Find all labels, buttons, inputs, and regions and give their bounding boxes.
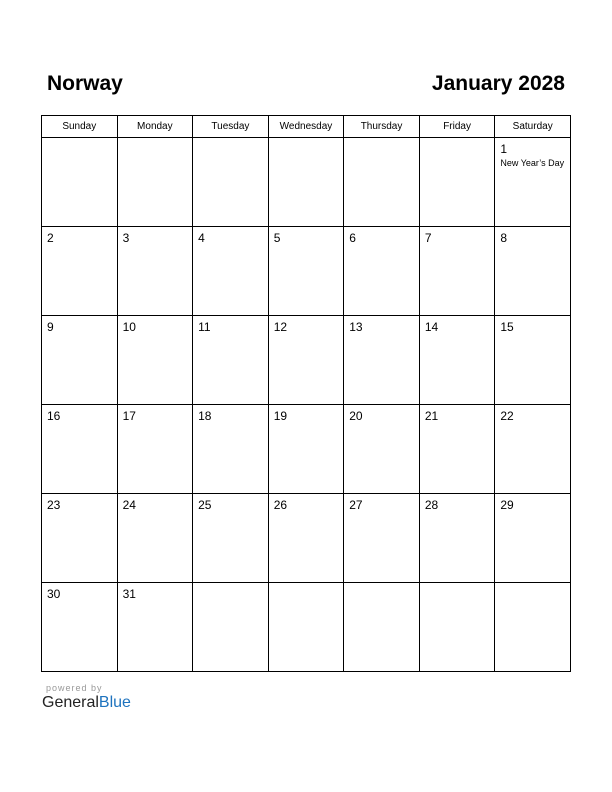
day-number: 5 bbox=[273, 231, 281, 245]
calendar-day-cell bbox=[42, 583, 118, 672]
calendar-day-cell bbox=[495, 227, 571, 316]
calendar-empty-cell bbox=[419, 138, 495, 227]
day-number: 11 bbox=[198, 320, 211, 334]
calendar-day-cell bbox=[419, 227, 495, 316]
day-number: 30 bbox=[47, 587, 61, 601]
day-number: 22 bbox=[500, 409, 514, 423]
day-number: 4 bbox=[198, 231, 205, 245]
calendar-day-cell bbox=[419, 494, 495, 583]
page-title-month: January 2028 bbox=[431, 72, 565, 95]
calendar-week-row bbox=[42, 405, 571, 494]
calendar-day-cell bbox=[268, 405, 344, 494]
calendar-day-cell bbox=[117, 405, 193, 494]
day-number: 26 bbox=[273, 498, 288, 512]
calendar-empty-cell bbox=[117, 138, 193, 227]
day-number: 24 bbox=[122, 498, 136, 512]
day-number: 21 bbox=[424, 409, 439, 423]
calendar-grid bbox=[41, 115, 571, 672]
calendar-day-cell bbox=[344, 316, 420, 405]
weekday-header: Tuesday bbox=[193, 116, 269, 138]
day-number: 12 bbox=[273, 320, 288, 334]
powered-by-label: powered by bbox=[46, 683, 103, 693]
day-number: 6 bbox=[349, 231, 356, 245]
calendar-day-cell bbox=[117, 316, 193, 405]
calendar-week-row bbox=[42, 494, 571, 583]
weekday-header: Wednesday bbox=[268, 116, 344, 138]
calendar-day-cell bbox=[419, 316, 495, 405]
calendar-day-cell bbox=[193, 316, 269, 405]
generalblue-logo bbox=[42, 694, 131, 712]
calendar-day-cell bbox=[268, 316, 344, 405]
calendar-week-row bbox=[42, 583, 571, 672]
day-number: 8 bbox=[500, 231, 508, 245]
calendar-empty-cell bbox=[42, 138, 118, 227]
calendar-day-cell bbox=[193, 227, 269, 316]
calendar-day-cell bbox=[495, 138, 571, 227]
calendar-day-cell bbox=[344, 227, 420, 316]
calendar-day-cell bbox=[419, 405, 495, 494]
day-number: 19 bbox=[273, 409, 288, 423]
logo-text-general: General bbox=[42, 694, 99, 711]
calendar-day-cell bbox=[495, 405, 571, 494]
day-number: 18 bbox=[198, 409, 212, 423]
calendar-day-cell bbox=[117, 494, 193, 583]
day-number: 23 bbox=[47, 498, 61, 512]
calendar-week-row bbox=[42, 227, 571, 316]
day-number: 13 bbox=[349, 320, 363, 334]
weekday-header: Sunday bbox=[42, 116, 118, 138]
calendar-day-cell bbox=[42, 316, 118, 405]
day-number: 28 bbox=[424, 498, 439, 512]
calendar-day-cell bbox=[42, 227, 118, 316]
calendar-day-cell bbox=[344, 494, 420, 583]
calendar-day-cell bbox=[42, 405, 118, 494]
day-number: 7 bbox=[424, 231, 432, 245]
weekday-header-row bbox=[42, 116, 571, 138]
calendar-day-cell bbox=[117, 227, 193, 316]
page-title-country: Norway bbox=[47, 72, 123, 95]
calendar-day-cell bbox=[42, 494, 118, 583]
day-number: 25 bbox=[198, 498, 212, 512]
weekday-header: Friday bbox=[419, 116, 495, 138]
calendar-week-row bbox=[42, 316, 571, 405]
calendar-empty-cell bbox=[193, 583, 269, 672]
day-number: 2 bbox=[47, 231, 54, 245]
calendar-day-cell bbox=[495, 494, 571, 583]
calendar-day-cell bbox=[117, 583, 193, 672]
day-number: 9 bbox=[47, 320, 54, 334]
calendar-day-cell bbox=[193, 494, 269, 583]
day-number: 17 bbox=[122, 409, 136, 423]
calendar-week-row bbox=[42, 138, 571, 227]
logo-text-blue: Blue bbox=[98, 694, 131, 711]
day-number: 10 bbox=[122, 320, 136, 334]
calendar-day-cell bbox=[193, 405, 269, 494]
holiday-label: New Year’s Day bbox=[500, 158, 565, 168]
calendar-day-cell bbox=[344, 405, 420, 494]
day-number: 31 bbox=[122, 587, 136, 601]
day-number: 14 bbox=[424, 320, 439, 334]
calendar-empty-cell bbox=[344, 583, 420, 672]
day-number: 20 bbox=[349, 409, 363, 423]
day-number: 3 bbox=[122, 231, 130, 245]
weekday-header: Saturday bbox=[495, 116, 571, 138]
day-number: 16 bbox=[47, 409, 61, 423]
day-number: 27 bbox=[349, 498, 363, 512]
day-number: 15 bbox=[500, 320, 514, 334]
calendar-empty-cell bbox=[419, 583, 495, 672]
weekday-header: Monday bbox=[117, 116, 193, 138]
calendar-empty-cell bbox=[495, 583, 571, 672]
calendar-empty-cell bbox=[193, 138, 269, 227]
calendar-empty-cell bbox=[344, 138, 420, 227]
calendar-day-cell bbox=[268, 227, 344, 316]
calendar-empty-cell bbox=[268, 583, 344, 672]
weekday-header: Thursday bbox=[344, 116, 420, 138]
day-number: 29 bbox=[500, 498, 514, 512]
calendar-day-cell bbox=[268, 494, 344, 583]
calendar-day-cell bbox=[495, 316, 571, 405]
calendar-empty-cell bbox=[268, 138, 344, 227]
day-number: 1 bbox=[500, 142, 508, 156]
